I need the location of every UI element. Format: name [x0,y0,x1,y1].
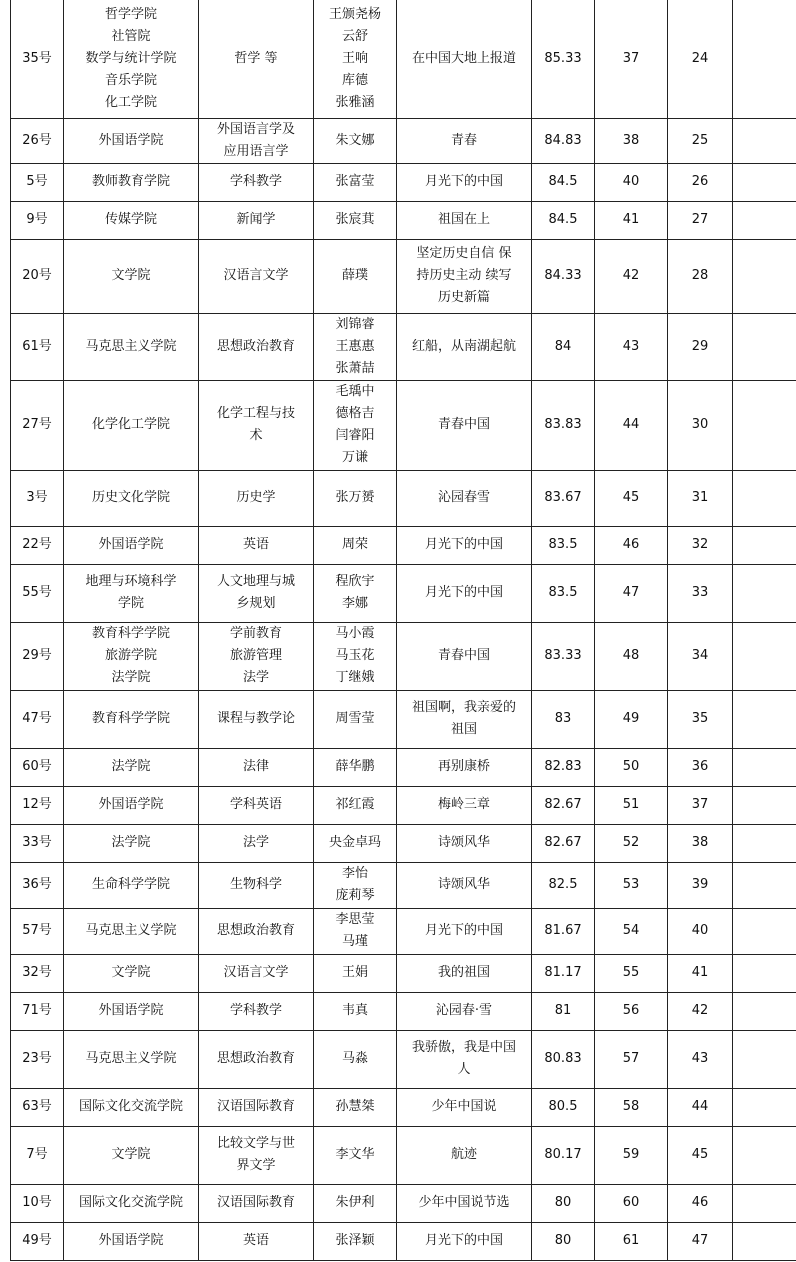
cell-title: 祖国在上 [397,201,532,239]
cell-title: 我的祖国 [397,954,532,992]
cell-college: 外国语学院 [64,786,199,824]
cell-name: 王颁尧杨 云舒 王响 库德 张雅涵 [314,0,397,118]
cell-name: 毛瑀中 德格吉 闫睿阳 万谦 [314,380,397,470]
table-row [11,748,796,786]
cell-score: 83.5 [532,564,595,622]
cell-order: 39 [668,862,733,908]
table-row [11,954,796,992]
cell-name: 程欣宇 李娜 [314,564,397,622]
cell-score: 81.67 [532,908,595,954]
cell-note [733,564,796,622]
cell-number: 10号 [11,1184,64,1222]
cell-rank: 59 [595,1126,668,1184]
cell-order: 41 [668,954,733,992]
cell-major: 汉语国际教育 [199,1088,314,1126]
cell-order: 43 [668,1030,733,1088]
cell-order: 42 [668,992,733,1030]
cell-title: 红船，从南湖起航 [397,313,532,380]
cell-note [733,0,796,118]
cell-title: 月光下的中国 [397,908,532,954]
cell-score: 81.17 [532,954,595,992]
cell-rank: 37 [595,0,668,118]
cell-score: 84.5 [532,163,595,201]
cell-major: 比较文学与世 界文学 [199,1126,314,1184]
cell-title: 再别康桥 [397,748,532,786]
cell-rank: 57 [595,1030,668,1088]
cell-college: 生命科学学院 [64,862,199,908]
cell-name: 李怡 庞莉琴 [314,862,397,908]
cell-number: 22号 [11,526,64,564]
cell-major: 思想政治教育 [199,313,314,380]
cell-rank: 43 [595,313,668,380]
cell-name: 周雪莹 [314,690,397,748]
cell-name: 朱文娜 [314,118,397,163]
cell-note [733,622,796,690]
cell-score: 80.83 [532,1030,595,1088]
cell-order: 32 [668,526,733,564]
cell-college: 教育科学学院 旅游学院 法学院 [64,622,199,690]
cell-score: 80 [532,1222,595,1260]
cell-score: 83.83 [532,380,595,470]
cell-note [733,526,796,564]
cell-rank: 41 [595,201,668,239]
table-row [11,163,796,201]
cell-title: 我骄傲，我是中国 人 [397,1030,532,1088]
cell-rank: 58 [595,1088,668,1126]
cell-college: 地理与环境科学 学院 [64,564,199,622]
cell-title: 梅岭三章 [397,786,532,824]
cell-order: 46 [668,1184,733,1222]
cell-title: 月光下的中国 [397,526,532,564]
cell-score: 84.83 [532,118,595,163]
table-row [11,690,796,748]
cell-name: 李思莹 马瑾 [314,908,397,954]
cell-number: 47号 [11,690,64,748]
cell-note [733,201,796,239]
cell-title: 少年中国说 [397,1088,532,1126]
cell-major: 汉语言文学 [199,239,314,313]
cell-name: 韦真 [314,992,397,1030]
cell-college: 马克思主义学院 [64,1030,199,1088]
cell-rank: 53 [595,862,668,908]
cell-major: 哲学 等 [199,0,314,118]
cell-college: 外国语学院 [64,1222,199,1260]
cell-college: 外国语学院 [64,992,199,1030]
table-row [11,380,796,470]
cell-number: 33号 [11,824,64,862]
cell-title: 诗颂风华 [397,824,532,862]
cell-order: 31 [668,470,733,526]
cell-score: 82.83 [532,748,595,786]
table-row [11,908,796,954]
cell-order: 28 [668,239,733,313]
cell-name: 周荣 [314,526,397,564]
cell-name: 刘锦睿 王惠惠 张萧喆 [314,313,397,380]
cell-title: 航迹 [397,1126,532,1184]
cell-order: 29 [668,313,733,380]
cell-number: 26号 [11,118,64,163]
cell-number: 7号 [11,1126,64,1184]
cell-note [733,748,796,786]
cell-order: 26 [668,163,733,201]
cell-college: 国际文化交流学院 [64,1184,199,1222]
cell-major: 英语 [199,526,314,564]
cell-note [733,1030,796,1088]
cell-rank: 61 [595,1222,668,1260]
cell-number: 32号 [11,954,64,992]
cell-note [733,1222,796,1260]
cell-score: 84.33 [532,239,595,313]
cell-score: 83.5 [532,526,595,564]
table-row [11,786,796,824]
cell-name: 孙慧桀 [314,1088,397,1126]
results-table-body [11,0,796,1260]
cell-college: 法学院 [64,824,199,862]
cell-name: 张宸萁 [314,201,397,239]
cell-major: 新闻学 [199,201,314,239]
cell-number: 55号 [11,564,64,622]
cell-number: 63号 [11,1088,64,1126]
cell-score: 83.67 [532,470,595,526]
cell-score: 83.33 [532,622,595,690]
cell-major: 学科英语 [199,786,314,824]
cell-rank: 45 [595,470,668,526]
cell-number: 29号 [11,622,64,690]
cell-order: 25 [668,118,733,163]
table-row [11,862,796,908]
cell-order: 34 [668,622,733,690]
cell-rank: 49 [595,690,668,748]
cell-order: 35 [668,690,733,748]
cell-major: 法学 [199,824,314,862]
results-table [10,0,796,1261]
cell-rank: 42 [595,239,668,313]
cell-name: 央金卓玛 [314,824,397,862]
cell-title: 少年中国说节选 [397,1184,532,1222]
cell-college: 法学院 [64,748,199,786]
cell-note [733,118,796,163]
cell-name: 马小霞 马玉花 丁继娥 [314,622,397,690]
cell-college: 历史文化学院 [64,470,199,526]
cell-college: 教育科学学院 [64,690,199,748]
cell-name: 张泽颖 [314,1222,397,1260]
cell-number: 9号 [11,201,64,239]
cell-number: 3号 [11,470,64,526]
cell-college: 哲学学院 社管院 数学与统计学院 音乐学院 化工学院 [64,0,199,118]
cell-major: 历史学 [199,470,314,526]
cell-rank: 47 [595,564,668,622]
cell-major: 生物科学 [199,862,314,908]
cell-rank: 38 [595,118,668,163]
table-row [11,470,796,526]
cell-college: 外国语学院 [64,526,199,564]
cell-rank: 48 [595,622,668,690]
cell-number: 35号 [11,0,64,118]
table-row [11,622,796,690]
cell-note [733,1184,796,1222]
cell-title: 青春中国 [397,622,532,690]
cell-number: 5号 [11,163,64,201]
cell-rank: 44 [595,380,668,470]
table-row [11,0,796,118]
cell-number: 49号 [11,1222,64,1260]
cell-college: 马克思主义学院 [64,313,199,380]
cell-order: 47 [668,1222,733,1260]
cell-number: 60号 [11,748,64,786]
cell-order: 30 [668,380,733,470]
cell-order: 24 [668,0,733,118]
cell-college: 文学院 [64,239,199,313]
cell-rank: 51 [595,786,668,824]
cell-score: 81 [532,992,595,1030]
cell-order: 33 [668,564,733,622]
cell-title: 坚定历史自信 保 持历史主动 续写 历史新篇 [397,239,532,313]
cell-order: 45 [668,1126,733,1184]
cell-college: 教师教育学院 [64,163,199,201]
cell-rank: 40 [595,163,668,201]
cell-note [733,690,796,748]
table-row [11,992,796,1030]
cell-note [733,470,796,526]
cell-rank: 54 [595,908,668,954]
table-row [11,1088,796,1126]
table-row [11,201,796,239]
cell-note [733,313,796,380]
cell-title: 诗颂风华 [397,862,532,908]
cell-title: 青春中国 [397,380,532,470]
cell-number: 27号 [11,380,64,470]
cell-rank: 55 [595,954,668,992]
cell-title: 月光下的中国 [397,163,532,201]
cell-note [733,163,796,201]
cell-number: 12号 [11,786,64,824]
cell-number: 23号 [11,1030,64,1088]
cell-major: 学科教学 [199,163,314,201]
cell-name: 薛华鹏 [314,748,397,786]
cell-order: 38 [668,824,733,862]
table-row [11,526,796,564]
table-row [11,1030,796,1088]
cell-note [733,954,796,992]
cell-name: 张万赟 [314,470,397,526]
cell-college: 传媒学院 [64,201,199,239]
cell-note [733,992,796,1030]
table-row [11,824,796,862]
table-row [11,1222,796,1260]
cell-major: 化学工程与技 术 [199,380,314,470]
table-row [11,313,796,380]
cell-major: 思想政治教育 [199,908,314,954]
cell-title: 沁园春·雪 [397,992,532,1030]
table-row [11,564,796,622]
cell-score: 85.33 [532,0,595,118]
cell-note [733,1088,796,1126]
cell-name: 张富莹 [314,163,397,201]
cell-note [733,908,796,954]
cell-order: 37 [668,786,733,824]
cell-major: 人文地理与城 乡规划 [199,564,314,622]
table-row [11,118,796,163]
cell-order: 40 [668,908,733,954]
cell-note [733,1126,796,1184]
cell-score: 80.17 [532,1126,595,1184]
cell-college: 文学院 [64,954,199,992]
cell-name: 薛璞 [314,239,397,313]
cell-name: 李文华 [314,1126,397,1184]
cell-major: 英语 [199,1222,314,1260]
cell-score: 80.5 [532,1088,595,1126]
cell-college: 外国语学院 [64,118,199,163]
cell-rank: 52 [595,824,668,862]
cell-rank: 60 [595,1184,668,1222]
cell-score: 83 [532,690,595,748]
cell-order: 27 [668,201,733,239]
cell-major: 思想政治教育 [199,1030,314,1088]
cell-title: 祖国啊，我亲爱的 祖国 [397,690,532,748]
cell-major: 汉语言文学 [199,954,314,992]
cell-number: 57号 [11,908,64,954]
cell-name: 朱伊利 [314,1184,397,1222]
cell-number: 20号 [11,239,64,313]
cell-number: 61号 [11,313,64,380]
cell-name: 马淼 [314,1030,397,1088]
cell-rank: 46 [595,526,668,564]
cell-major: 汉语国际教育 [199,1184,314,1222]
cell-score: 82.67 [532,786,595,824]
table-row [11,1184,796,1222]
cell-major: 学科教学 [199,992,314,1030]
cell-note [733,380,796,470]
cell-title: 月光下的中国 [397,1222,532,1260]
cell-note [733,862,796,908]
cell-college: 文学院 [64,1126,199,1184]
cell-score: 82.67 [532,824,595,862]
cell-major: 学前教育 旅游管理 法学 [199,622,314,690]
cell-score: 84 [532,313,595,380]
cell-title: 月光下的中国 [397,564,532,622]
cell-number: 71号 [11,992,64,1030]
cell-score: 80 [532,1184,595,1222]
cell-score: 82.5 [532,862,595,908]
cell-major: 法律 [199,748,314,786]
cell-score: 84.5 [532,201,595,239]
cell-name: 祁红霞 [314,786,397,824]
cell-order: 44 [668,1088,733,1126]
cell-major: 课程与教学论 [199,690,314,748]
cell-title: 青春 [397,118,532,163]
cell-note [733,239,796,313]
cell-college: 化学化工学院 [64,380,199,470]
cell-college: 国际文化交流学院 [64,1088,199,1126]
cell-note [733,786,796,824]
cell-title: 在中国大地上报道 [397,0,532,118]
cell-number: 36号 [11,862,64,908]
cell-title: 沁园春雪 [397,470,532,526]
table-row [11,1126,796,1184]
cell-rank: 50 [595,748,668,786]
cell-name: 王娟 [314,954,397,992]
cell-major: 外国语言学及 应用语言学 [199,118,314,163]
cell-rank: 56 [595,992,668,1030]
cell-order: 36 [668,748,733,786]
cell-college: 马克思主义学院 [64,908,199,954]
cell-note [733,824,796,862]
table-row [11,239,796,313]
